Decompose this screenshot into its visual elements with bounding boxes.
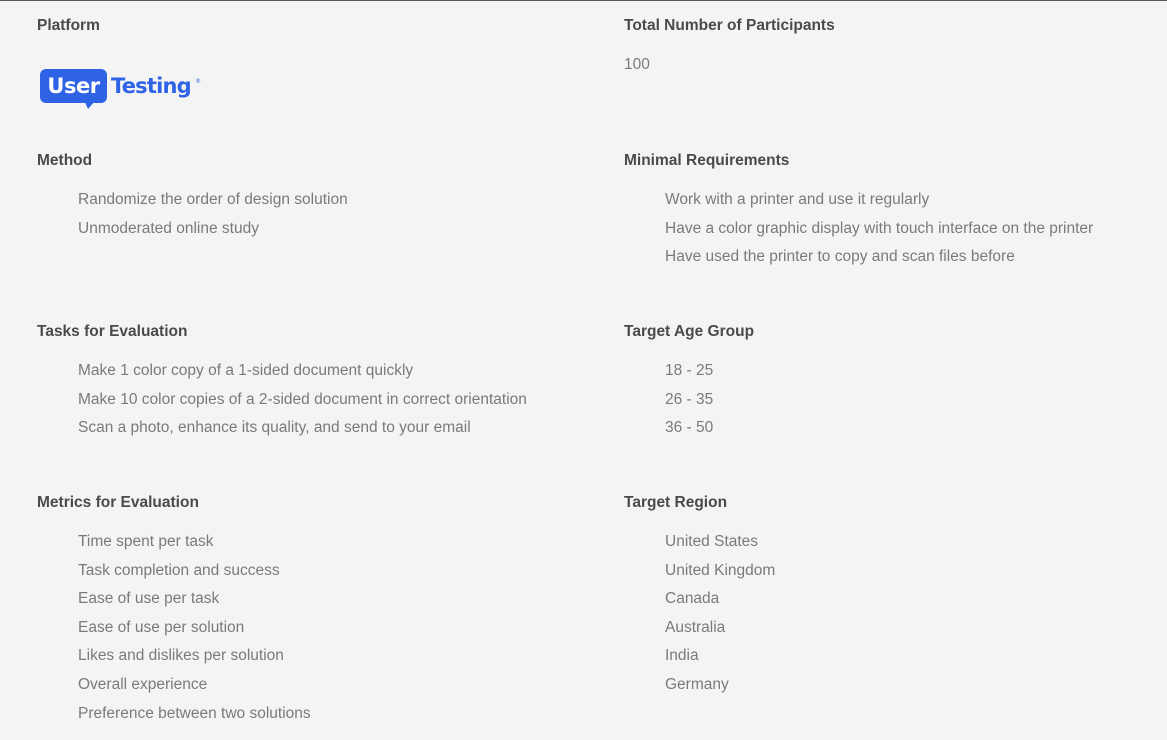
list-item: Have a color graphic display with touch interface on the printer — [665, 219, 1094, 237]
metrics-section — [37, 493, 597, 733]
list-item: Overall experience — [78, 675, 208, 693]
list-item: Make 10 color copies of a 2-sided document in correct orientation — [78, 390, 527, 408]
region-section — [624, 493, 1144, 713]
participants-section — [624, 16, 1144, 86]
list-item: Ease of use per task — [78, 590, 220, 608]
platform-section — [37, 16, 577, 106]
list-item: Unmoderated online study — [78, 219, 259, 237]
list-item: Scan a photo, enhance its quality, and send to your email — [78, 419, 471, 437]
top-border — [0, 0, 1167, 1]
list-item: Randomize the order of design solution — [78, 191, 348, 208]
platform-title: Platform — [37, 17, 100, 34]
region-title: Target Region — [624, 494, 728, 511]
list-item: Ease of use per solution — [78, 618, 245, 636]
participants-title: Total Number of Participants — [624, 17, 835, 34]
list-item: Preference between two solutions — [78, 704, 311, 722]
tasks-title: Tasks for Evaluation — [37, 323, 188, 340]
list-item: Australia — [665, 618, 726, 636]
requirements-title: Minimal Requirements — [624, 152, 790, 169]
metrics-list — [78, 532, 311, 732]
list-item: Task completion and success — [78, 561, 280, 579]
requirements-section — [624, 151, 1164, 281]
age-list — [665, 361, 713, 447]
tasks-list — [78, 361, 527, 447]
method-title: Method — [37, 152, 93, 169]
list-item: 36 - 50 — [665, 419, 714, 437]
list-item: Likes and dislikes per solution — [78, 647, 284, 665]
list-item: Work with a printer and use it regularly — [665, 191, 930, 208]
list-item: 26 - 35 — [665, 390, 714, 408]
list-item: Make 1 color copy of a 1-sided document quickly — [78, 362, 414, 379]
list-item: United Kingdom — [665, 561, 776, 579]
usertesting-logo — [40, 69, 210, 111]
list-item: Time spent per task — [78, 533, 214, 550]
participants-value: 100 — [624, 56, 650, 73]
metrics-title: Metrics for Evaluation — [37, 494, 199, 511]
list-item: Have used the printer to copy and scan files before — [665, 248, 1015, 266]
tasks-section — [37, 322, 597, 452]
method-list — [78, 190, 348, 247]
list-item: Canada — [665, 590, 720, 608]
requirements-list — [665, 190, 1093, 276]
list-item: 18 - 25 — [665, 362, 714, 379]
method-section — [37, 151, 577, 251]
list-item: Germany — [665, 675, 729, 693]
age-title: Target Age Group — [624, 323, 755, 340]
logo-text-testing: Testing — [111, 74, 191, 98]
age-section — [624, 322, 1144, 452]
list-item: United States — [665, 533, 759, 550]
list-item: India — [665, 647, 699, 665]
logo-text-user: User — [47, 74, 100, 98]
region-list — [665, 532, 775, 704]
logo-registered-mark: ® — [195, 78, 201, 85]
